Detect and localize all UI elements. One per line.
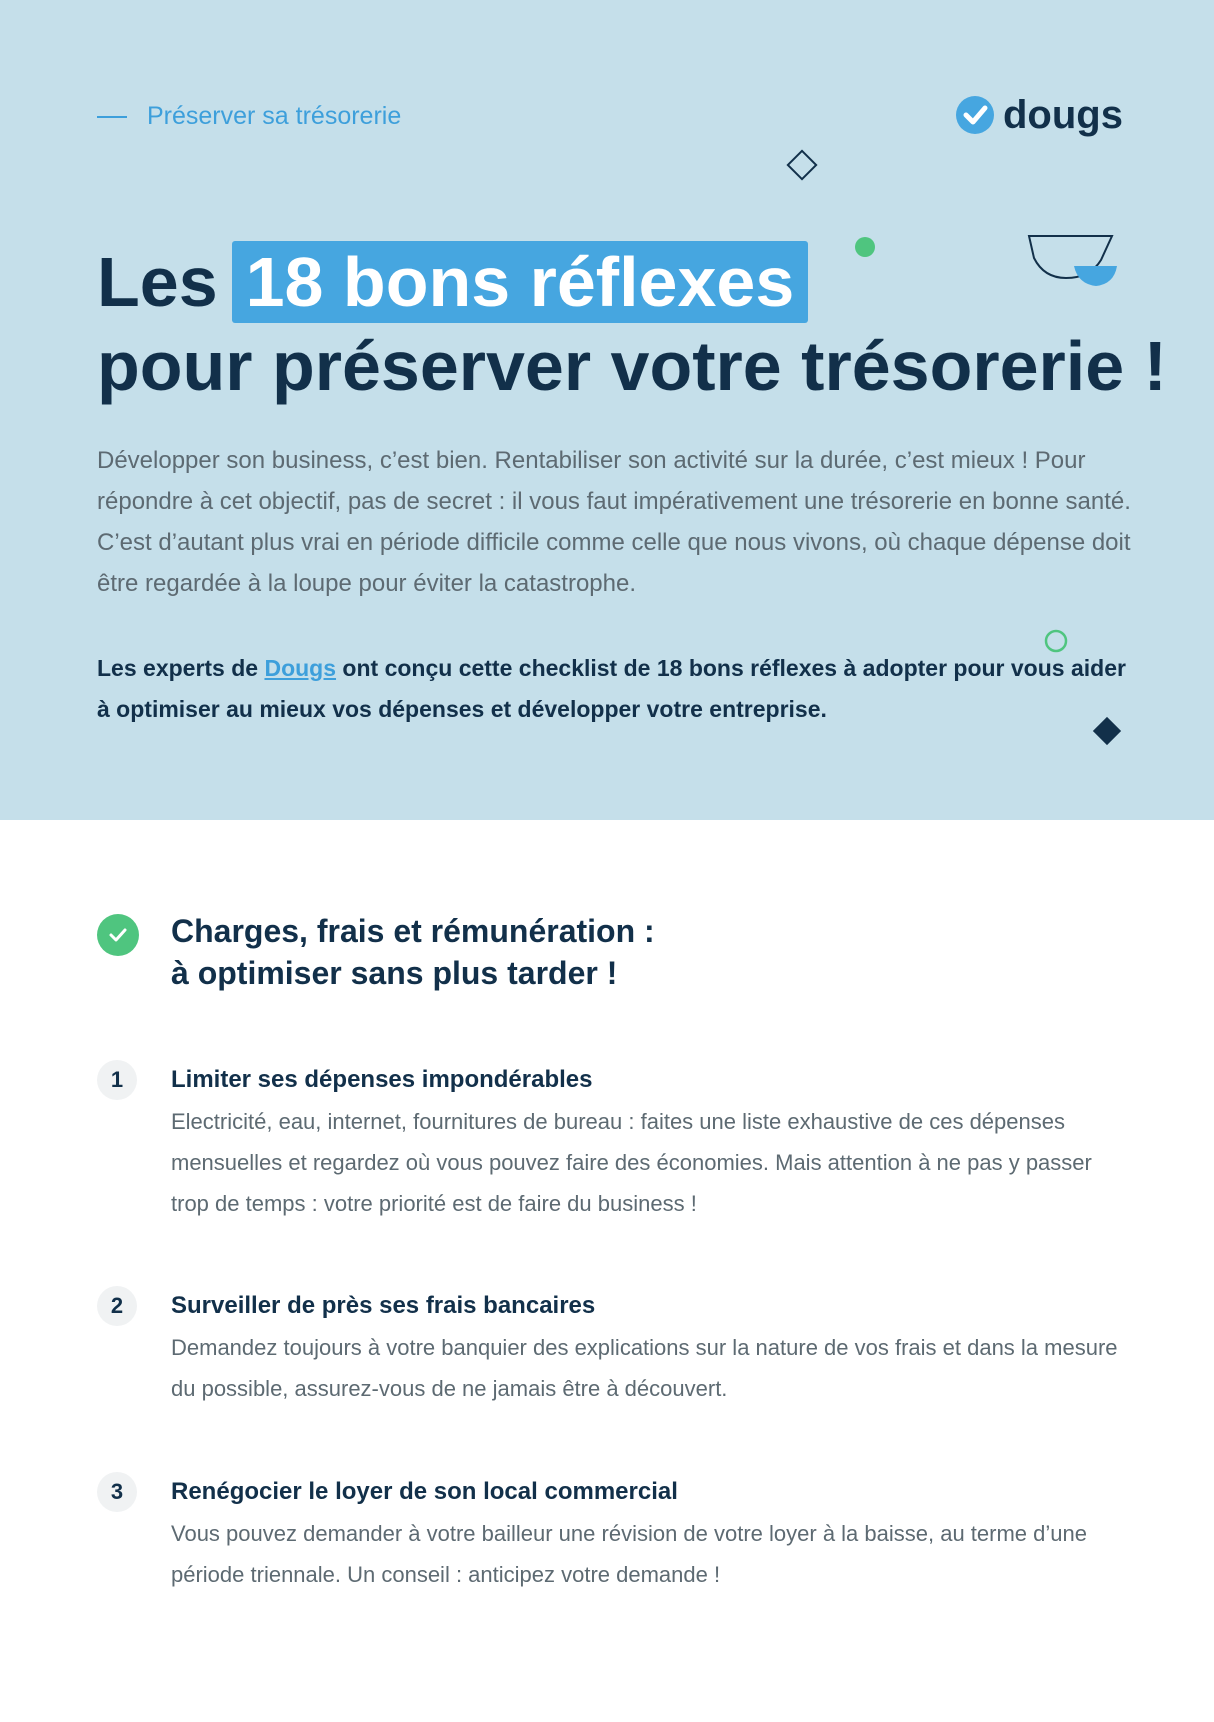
title-line-2: pour préserver votre trésorerie !	[97, 327, 1167, 405]
item-number-badge: 2	[97, 1286, 137, 1326]
checkmark-icon	[107, 924, 129, 946]
diamond-outline-icon	[785, 148, 819, 182]
page-title	[97, 240, 1167, 408]
lead-text-before: Les experts de	[97, 655, 265, 681]
logo-text: dougs	[1003, 93, 1123, 137]
check-circle-icon	[955, 95, 995, 135]
section-title	[171, 910, 655, 994]
lead-paragraph	[97, 648, 1137, 730]
eyebrow-text: Préserver sa trésorerie	[147, 102, 402, 130]
section-check-badge	[97, 914, 139, 956]
title-highlight: 18 bons réflexes	[232, 241, 809, 323]
eyebrow	[97, 102, 401, 131]
item-title: Surveiller de près ses frais bancaires	[171, 1292, 596, 1319]
dougs-logo[interactable]	[955, 95, 1123, 135]
item-text: Electricité, eau, internet, fournitures de bureau : faites une liste exhaustive de ces dépenses mensuelles et regardez où vous pouvez faire des économies. Mais attention à ne pas y passer trop de temps : votre priorité est de faire du business !	[171, 1109, 1092, 1216]
checklist-item-1	[97, 1065, 1127, 1224]
item-number-badge: 3	[97, 1472, 137, 1512]
intro-paragraph: Développer son business, c’est bien. Rentabiliser son activité sur la durée, c’est mieux ! Pour répondre à cet objectif, pas de secret : il vous faut impérativement une trésorerie en bonne santé. C’est d’autant plus vrai en période difficile comme celle que nous vivons, où chaque dépense doit être regardée à la loupe pour éviter la catastrophe.	[97, 447, 1131, 597]
section-title-line-2: à optimiser sans plus tarder !	[171, 955, 618, 991]
eyebrow-dash	[97, 116, 127, 118]
item-text: Demandez toujours à votre banquier des explications sur la nature de vos frais et dans la mesure du possible, assurez-vous de ne jamais être à découvert.	[171, 1335, 1118, 1401]
hero-banner	[0, 0, 1214, 820]
item-title: Limiter ses dépenses impondérables	[171, 1066, 593, 1093]
title-prefix: Les	[97, 243, 218, 321]
lead-text-after: ont conçu cette checklist de 18 bons réflexes à adopter pour vous aider à optimiser au mieux vos dépenses et développer votre entreprise.	[97, 655, 1126, 722]
section-title-line-1: Charges, frais et rémunération :	[171, 913, 655, 949]
dougs-link[interactable]: Dougs	[264, 655, 337, 681]
item-title: Renégocier le loyer de son local commercial	[171, 1478, 678, 1505]
section-header	[97, 910, 655, 994]
checklist-item-3	[97, 1477, 1127, 1595]
item-text: Vous pouvez demander à votre bailleur une révision de votre loyer à la baisse, au terme d’une période triennale. Un conseil : anticipez votre demande !	[171, 1521, 1087, 1587]
checklist-item-2	[97, 1291, 1127, 1409]
item-number-badge: 1	[97, 1060, 137, 1100]
